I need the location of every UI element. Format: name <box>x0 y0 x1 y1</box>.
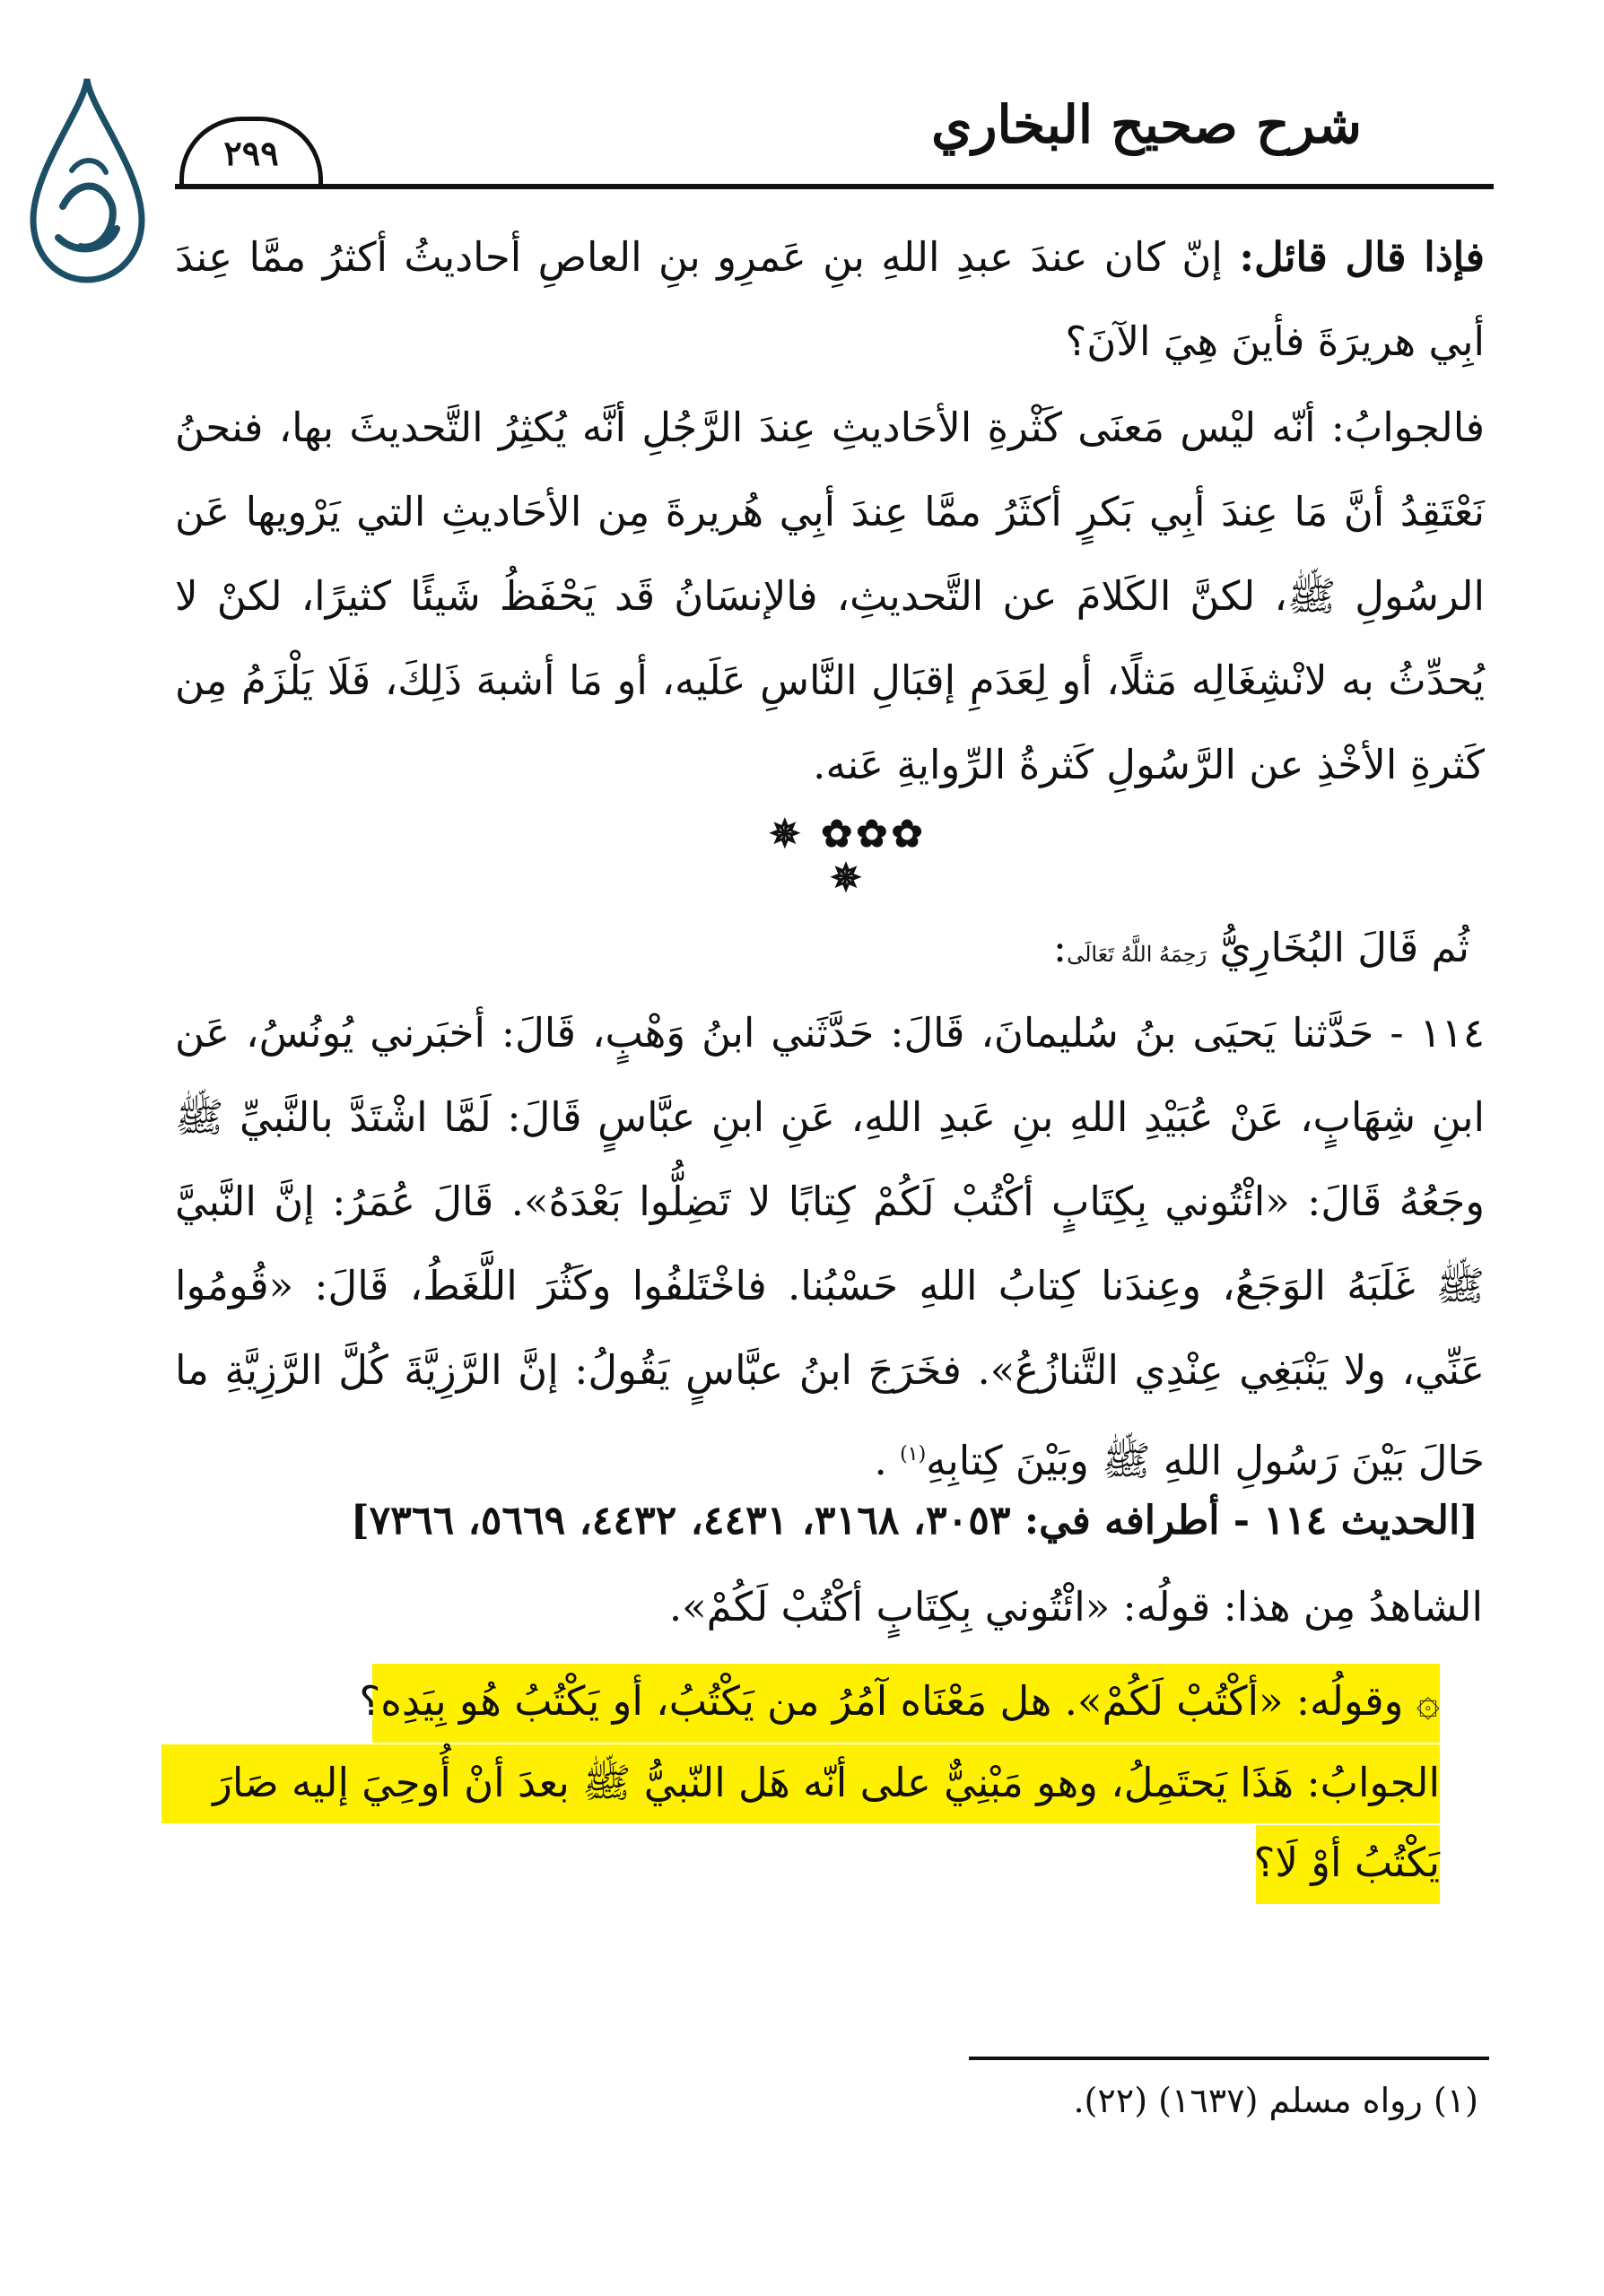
highlight-lead: الجوابُ: <box>1306 1759 1440 1806</box>
highlight-line-2 <box>213 1758 1440 1817</box>
hadith-reference: [الحديث ١١٤ - أطرافه في: ٣٠٥٣، ٣١٦٨، ٤٤٣١، ٤٤٣٢، ٥٦٦٩، ٧٣٦٦] <box>350 1498 1478 1544</box>
footnote: (١) رواه مسلم (١٦٣٧) (٢٢). <box>1073 2081 1478 2120</box>
paragraph-lead: فإذا قال قائل: <box>1239 233 1485 281</box>
highlight-line-3: يَكْتُبُ أوْ لَا؟ <box>1253 1839 1440 1886</box>
paragraph-text: أنّه ليْس مَعنَى كَثْرةِ الأحَاديثِ عِندَ الرَّجُلِ أنَّه يُكثِرُ التَّحديثَ بها، فنحنُ نَعْتَقِدُ أنَّ مَا عِندَ أبِي بَكرٍ أكثَرُ ممَّا عِندَ أبِي هُريرةَ مِن الأحَاديثِ التي يَرْويها عَن الرسُولِ ﷺ، لكنَّ الكَلامَ عن التَّحديثِ، فالإنسَانُ قَد يَحْفَظُ شَيئًا كثيرًا، لكنْ لا يُحدِّثُ به لانْشِغَالِه مَثلًا، أو لِعَدَمِ إقبَالِ النَّاسِ عَلَيه، أو مَا أشبهَ ذَلِكَ، فَلَا يَلْزَمُ مِن كَثرةِ الأخْذِ عن الرَّسُولِ كَثرةُ الرِّوايةِ عَنه. <box>175 404 1485 788</box>
highlight-line-1 <box>359 1677 1440 1725</box>
footnote-marker: (١) <box>900 1443 927 1465</box>
paragraph-question <box>175 215 1485 384</box>
hadith-text <box>175 991 1485 1503</box>
paragraph-lead: فالجوابُ: <box>1330 404 1485 451</box>
highlight-text: هَذَا يَحتَمِلُ، وهو مَبْنِيٌّ على أنّه هَل النّبيُّ ﷺ بعدَ أنْ أُوحِيَ إليه صَارَ <box>213 1759 1307 1806</box>
honorific: رَحِمَهُ اللَّهُ تَعَالَى <box>1067 942 1207 967</box>
header-rule <box>175 184 1494 189</box>
section-heading: ثُم قَالَ البُخَارِيُّ رَحِمَهُ اللَّهُ تَعَالَى: <box>1052 924 1469 971</box>
paragraph-answer <box>175 386 1485 807</box>
section-heading-text: ثُم قَالَ البُخَارِيُّ <box>1219 924 1469 971</box>
asterism-icon: ۞ <box>1416 1677 1440 1725</box>
section-ornament: ✵ ✿✿✿ ✵ <box>769 812 927 900</box>
shahid-line: الشاهدُ مِن هذا: قولُه: «ائْتُوني بِكِتَابٍ أكْتُبْ لَكُمْ». <box>668 1583 1483 1631</box>
running-header-title: شرح صحيح البخاري <box>931 94 1362 155</box>
hadith-body: ١١٤ - حَدَّثنا يَحيَى بنُ سُليمانَ، قَالَ: حَدَّثَني ابنُ وَهْبٍ، قَالَ: أخبَرني يُونُسُ، عَن ابنِ شِهَابٍ، عَنْ عُبَيْدِ اللهِ بنِ عَبدِ اللهِ، عَنِ ابنِ عبَّاسٍ قَالَ: لَمَّا اشْتَدَّ بالنَّبيِّ ﷺ وجَعُهُ قَالَ: «ائْتُوني بِكِتَابٍ أكْتُبْ لَكُمْ كِتابًا لا تَضِلُّوا بَعْدَهُ». قَالَ عُمَرُ: إنَّ النَّبيَّ ﷺ غَلَبَهُ الوَجَعُ، وعِندَنا كِتابُ اللهِ حَسْبُنا. فاخْتَلفُوا وكَثُرَ اللَّغَطُ، قَالَ: «قُومُوا عَنِّي، ولا يَنْبَغِي عِنْدِي التَّنازُعُ». فخَرَجَ ابنُ عبَّاسٍ يَقُولُ: إنَّ الرَّزِيَّةَ كُلَّ الرَّزِيَّةِ ما حَالَ بَيْنَ رَسُولِ اللهِ ﷺ وبَيْنَ كِتابِهِ <box>175 1009 1485 1484</box>
page-number: ٢٩٩ <box>179 117 323 184</box>
footnote-rule <box>969 2057 1489 2060</box>
paragraph-text: إنّ كان عندَ عبدِ اللهِ بنِ عَمرِو بنِ العاصِ أحاديثُ أكثرُ ممَّا عِندَ أبِي هريرَةَ فأينَ هِيَ الآنَ؟ <box>175 233 1485 365</box>
highlight-text: وقولُه: «أكْتُبْ لَكُمْ». هل مَعْنَاه آمُرُ من يَكْتُبُ، أو يَكْتُبُ هُو بِيَدِه؟ <box>359 1677 1417 1725</box>
seal-drop-icon <box>27 72 148 287</box>
hadith-end: . <box>874 1437 901 1484</box>
library-seal <box>27 72 148 287</box>
